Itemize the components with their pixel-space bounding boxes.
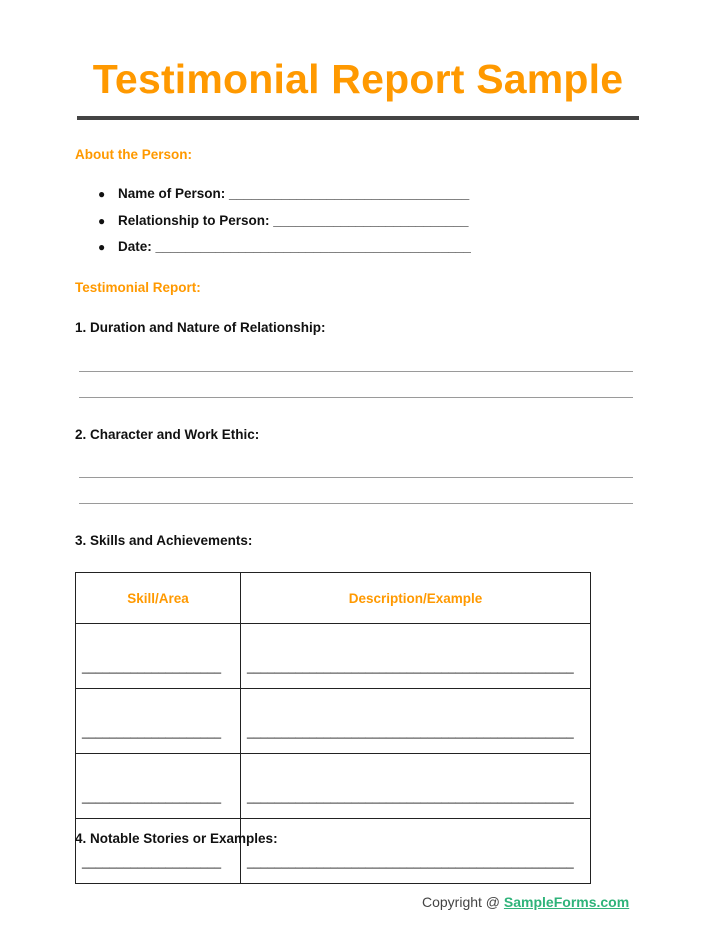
question-stories: 4. Notable Stories or Examples: xyxy=(75,831,278,846)
description-cell[interactable]: _______________________________________________ xyxy=(241,754,591,819)
relationship-field[interactable]: Relationship to Person: __________________________ xyxy=(118,212,469,228)
question-skills: 3. Skills and Achievements: xyxy=(75,533,253,548)
description-cell[interactable]: _______________________________________________ xyxy=(241,624,591,689)
list-item[interactable] xyxy=(98,213,471,240)
title-divider xyxy=(77,116,639,120)
list-item[interactable] xyxy=(98,239,471,266)
table-row xyxy=(76,624,591,689)
copyright-footer xyxy=(422,894,629,910)
copyright-text: Copyright @ xyxy=(422,894,504,910)
list-item[interactable] xyxy=(98,186,471,213)
about-fields-list xyxy=(98,186,471,266)
date-field[interactable]: Date: __________________________________________ xyxy=(118,239,471,254)
table-header-row xyxy=(76,573,591,624)
skill-cell[interactable]: ____________________ xyxy=(76,819,241,884)
about-heading: About the Person: xyxy=(75,147,192,162)
skill-cell[interactable]: ____________________ xyxy=(76,689,241,754)
answer-line[interactable] xyxy=(79,397,633,398)
brand-link[interactable]: SampleForms.com xyxy=(503,894,630,910)
bullet-icon: ● xyxy=(98,240,106,254)
page-title: Testimonial Report Sample xyxy=(92,56,624,102)
question-character: 2. Character and Work Ethic: xyxy=(75,427,260,442)
name-of-person-field[interactable]: Name of Person: ________________________________ xyxy=(118,186,470,201)
description-cell[interactable]: _______________________________________________ xyxy=(241,819,591,884)
skill-cell[interactable]: ____________________ xyxy=(76,754,241,819)
description-cell[interactable]: _______________________________________________ xyxy=(241,689,591,754)
table-row xyxy=(76,689,591,754)
header-skill-area: Skill/Area xyxy=(76,573,241,624)
answer-line[interactable] xyxy=(79,503,633,504)
answer-line[interactable] xyxy=(79,477,633,478)
table-row xyxy=(76,819,591,884)
bullet-icon: ● xyxy=(98,187,106,201)
bullet-icon: ● xyxy=(98,213,106,228)
testimonial-report-heading: Testimonial Report: xyxy=(75,280,201,295)
question-duration: 1. Duration and Nature of Relationship: xyxy=(75,320,326,335)
table-row xyxy=(76,754,591,819)
skill-cell[interactable]: ____________________ xyxy=(76,624,241,689)
header-description: Description/Example xyxy=(241,573,591,624)
answer-line[interactable] xyxy=(79,371,633,372)
